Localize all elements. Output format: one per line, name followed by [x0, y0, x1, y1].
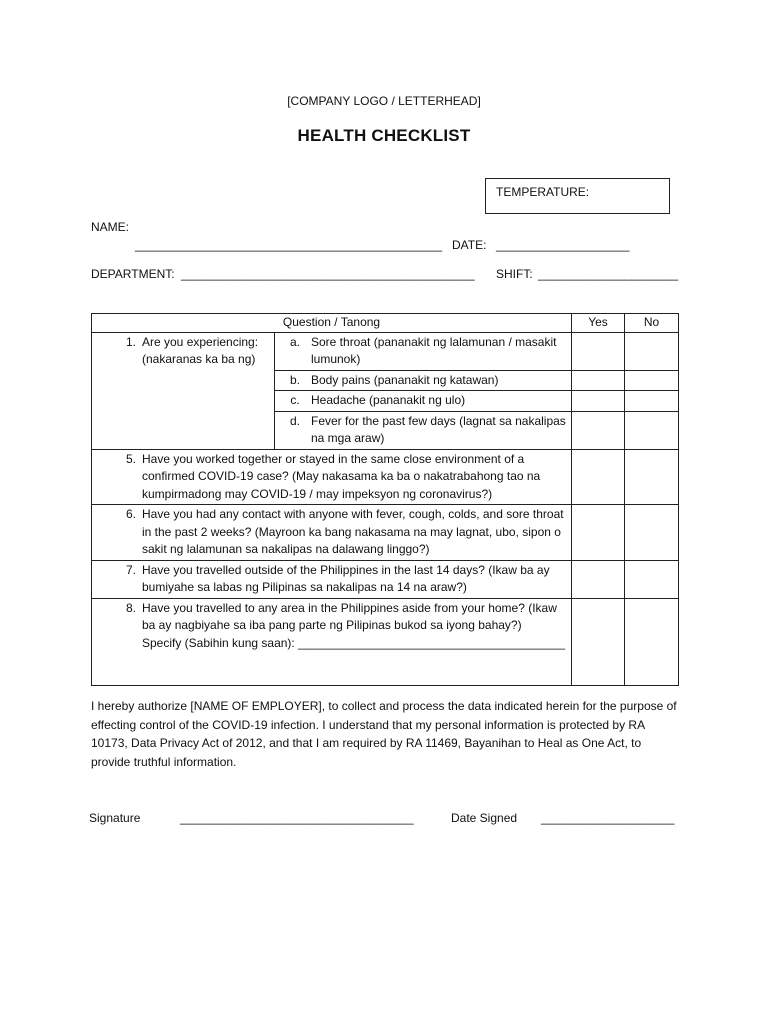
- question-text: Have you worked together or stayed in the same close environment of a confirmed COVID-19 case? (May nakasama ka ba o nakatrabahong tao na kumpirmadong may COVID-19 / may impeksyon ng coronavirus?): [142, 451, 541, 501]
- specify-field[interactable]: Specify (Sabihin kung saan): ________________________________________: [142, 635, 566, 650]
- temperature-label: TEMPERATURE:: [496, 185, 590, 199]
- header-no: No: [625, 314, 679, 333]
- yes-checkbox-cell[interactable]: [572, 560, 625, 598]
- question-text: Have you had any contact with anyone with fever, cough, colds, and sore throat in the past 2 weeks? (Mayroon ka bang nakasama na may lagnat, ubo, sipon o sakit ng lalamunan sa nakalipas na dalawang linggo?): [142, 507, 564, 556]
- date-signed-label: Date Signed: [451, 811, 518, 825]
- no-checkbox-cell[interactable]: [625, 505, 679, 561]
- shift-label: SHIFT:: [496, 267, 533, 281]
- letterhead-placeholder: [COMPANY LOGO / LETTERHEAD]: [287, 94, 481, 108]
- table-row: [92, 332, 679, 370]
- yes-checkbox-cell[interactable]: [572, 332, 625, 370]
- yes-checkbox-cell[interactable]: [572, 449, 625, 505]
- department-label: DEPARTMENT:: [91, 267, 175, 281]
- no-checkbox-cell[interactable]: [625, 560, 679, 598]
- question-number: 7.: [125, 562, 136, 577]
- no-checkbox-cell[interactable]: [625, 332, 679, 370]
- question-6-cell: [92, 505, 572, 561]
- symptom-text: Sore throat (pananakit ng lalamunan / masakit lumunok): [311, 334, 557, 366]
- question-text: Have you travelled outside of the Philippines in the last 14 days? (Ikaw ba ay bumiyahe sa labas ng Pilipinas sa nakalipas na 14 na araw?): [142, 562, 550, 594]
- question-number: 8.: [125, 600, 136, 615]
- question-1-cell: [92, 332, 275, 449]
- symptom-cell: [275, 370, 572, 391]
- table-row: [92, 598, 679, 685]
- header-yes: Yes: [572, 314, 625, 333]
- health-checklist-table: [91, 313, 679, 686]
- no-checkbox-cell[interactable]: [625, 370, 679, 391]
- question-7-cell: [92, 560, 572, 598]
- symptom-letter: a.: [289, 334, 300, 349]
- department-field-line[interactable]: ____________________________________________: [181, 267, 475, 281]
- signature-label: Signature: [89, 811, 141, 825]
- symptom-cell: [275, 391, 572, 412]
- question-number: 1.: [125, 334, 136, 349]
- yes-checkbox-cell[interactable]: [572, 411, 625, 449]
- yes-checkbox-cell[interactable]: [572, 370, 625, 391]
- temperature-field[interactable]: [485, 178, 670, 214]
- symptom-letter: d.: [289, 413, 300, 428]
- table-header-row: [92, 314, 679, 333]
- no-checkbox-cell[interactable]: [625, 391, 679, 412]
- date-signed-field-line[interactable]: ____________________: [541, 811, 675, 825]
- symptom-text: Fever for the past few days (lagnat sa nakalipas na mga araw): [311, 413, 566, 445]
- table-row: [92, 449, 679, 505]
- question-5-cell: [92, 449, 572, 505]
- name-label: NAME:: [91, 220, 130, 234]
- yes-checkbox-cell[interactable]: [572, 598, 625, 685]
- yes-checkbox-cell[interactable]: [572, 391, 625, 412]
- question-body: [142, 600, 567, 653]
- symptom-cell: [275, 411, 572, 449]
- symptom-cell: [275, 332, 572, 370]
- question-text: Have you travelled to any area in the Philippines aside from your home? (Ikaw ba ay nagbiyahe sa iba pang parte ng Pilipinas bukod sa iyong bahay?): [142, 600, 557, 632]
- no-checkbox-cell[interactable]: [625, 598, 679, 685]
- question-number: 6.: [125, 507, 136, 521]
- no-checkbox-cell[interactable]: [625, 449, 679, 505]
- date-label: DATE:: [452, 238, 487, 252]
- consent-statement: I hereby authorize [NAME OF EMPLOYER], to collect and process the data indicated herein for the purpose of effecting control of the COVID-19 infection. I understand that my personal information is protected by RA 10173, Data Privacy Act of 2012, and that I am required by RA 11469, Bayanihan to Heal as One Act, to provide truthful information.: [91, 699, 677, 769]
- symptom-letter: c.: [290, 393, 300, 407]
- symptom-text: Headache (pananakit ng ulo): [311, 393, 466, 407]
- table-row: [92, 505, 679, 561]
- header-question: Question / Tanong: [92, 314, 572, 333]
- yes-checkbox-cell[interactable]: [572, 505, 625, 561]
- page-title: HEALTH CHECKLIST: [297, 126, 471, 145]
- table-row: [92, 560, 679, 598]
- no-checkbox-cell[interactable]: [625, 411, 679, 449]
- question-text: Are you experiencing: (nakaranas ka ba ng): [142, 334, 259, 366]
- symptom-text: Body pains (pananakit ng katawan): [311, 372, 499, 387]
- symptom-letter: b.: [289, 372, 300, 387]
- question-number: 5.: [125, 451, 136, 466]
- date-field-line[interactable]: ____________________: [496, 238, 630, 252]
- question-8-cell: [92, 598, 572, 685]
- name-field-line[interactable]: ______________________________________________: [135, 238, 442, 252]
- shift-field-line[interactable]: _____________________: [538, 267, 679, 281]
- signature-field-line[interactable]: ___________________________________: [180, 811, 414, 825]
